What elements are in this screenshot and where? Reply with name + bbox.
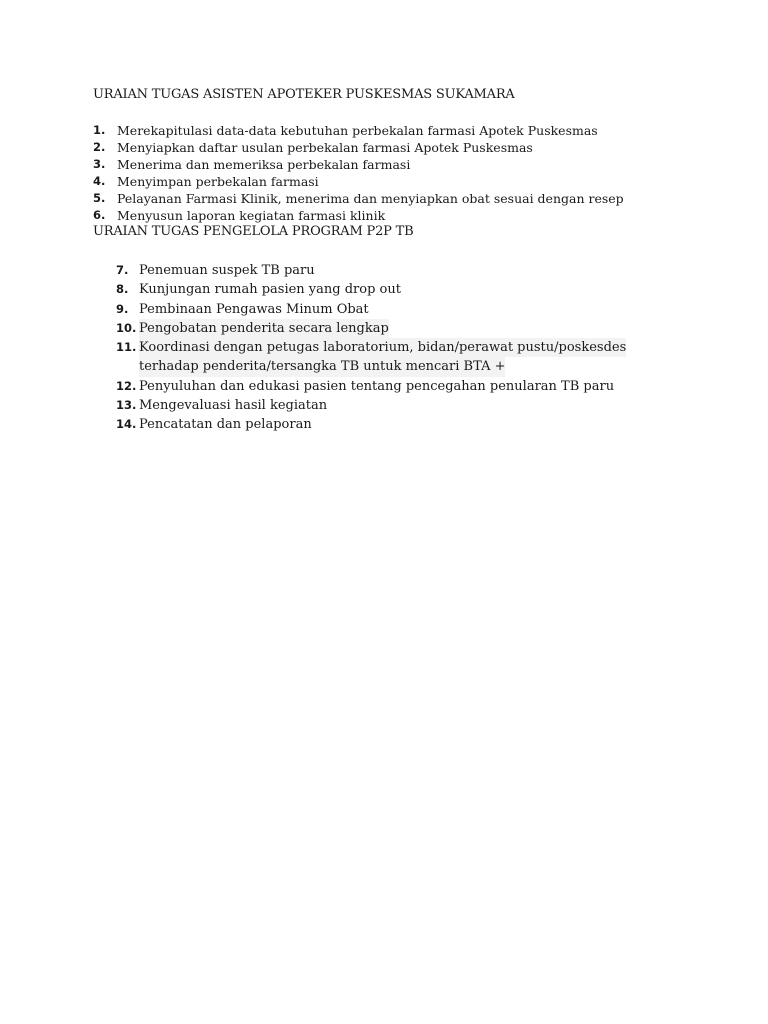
list-item-text: Menyimpan perbekalan farmasi [117,174,319,189]
list-item-text-continued: terhadap penderita/tersangka TB untuk mencari BTA + [139,357,505,376]
list-number: 8. [116,282,129,297]
list-number: 4. [93,174,106,188]
list-number: 13. [116,398,137,413]
list-item-text: Kunjungan rumah pasien yang drop out [139,282,401,298]
list-item-text: Menyusun laporan kegiatan farmasi klinik [117,208,386,223]
list-item-text: Merekapitulasi data-data kebutuhan perbekalan farmasi Apotek Puskesmas [117,123,598,138]
list-item-text: Penyuluhan dan edukasi pasien tentang pencegahan penularan TB paru [139,378,615,394]
list-item-text: Pembinaan Pengawas Minum Obat [139,301,369,317]
list-number: 1. [93,123,106,137]
section-2-title: URAIAN TUGAS PENGELOLA PROGRAM P2P TB [93,224,414,239]
list-item-text: Pelayanan Farmasi Klinik, menerima dan menyiapkan obat sesuai dengan resep [117,191,624,206]
list-item-text: Menyiapkan daftar usulan perbekalan farmasi Apotek Puskesmas [117,140,533,155]
list-item-text: Pengobatan penderita secara lengkap [139,319,389,338]
list-number: 10. [116,320,137,335]
list-item-text: Mengevaluasi hasil kegiatan [139,398,328,414]
section-1-title: URAIAN TUGAS ASISTEN APOTEKER PUSKESMAS SUKAMARA [93,87,515,102]
list-number: 5. [93,191,106,205]
list-number: 6. [93,208,106,222]
list-number: 2. [93,140,106,154]
list-item-text: Penemuan suspek TB paru [139,263,315,278]
list-number: 7. [116,263,129,277]
list-number: 9. [116,301,129,316]
list-number: 11. [116,340,137,355]
list-item-text: Pencatatan dan pelaporan [139,417,312,433]
list-number: 12. [116,378,137,393]
list-item-text: Menerima dan memeriksa perbekalan farmasi [117,157,411,172]
list-number: 14. [116,417,137,432]
list-item-text: Koordinasi dengan petugas laboratorium, bidan/perawat pustu/poskesdes [139,338,626,357]
list-number: 3. [93,157,106,171]
